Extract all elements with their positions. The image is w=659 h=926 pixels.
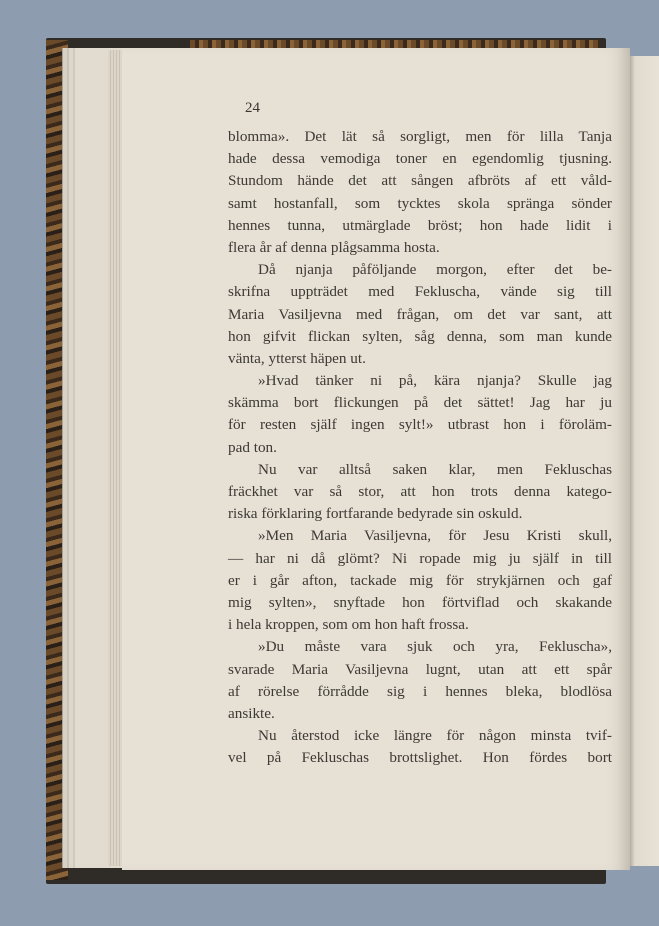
text-line: mig sylten», snyftade hon förtviflad och skakande [228,593,612,611]
facing-page [630,56,659,866]
text-line: Nu var alltså saken klar, men Fekluschas [258,460,612,478]
text-line: vänta, ytterst häpen ut. [228,349,366,367]
text-line: vel på Fekluschas brottslighet. Hon fördes bort [228,749,612,767]
text-line: hon gifvit flickan sylten, såg denna, som man kunde [228,327,612,345]
text-line: samt hostanfall, som tycktes skola spränga sönder [228,194,612,212]
text-line: »Du måste vara sjuk och yra, Fekluscha», [258,638,612,656]
text-line: ansikte. [228,704,275,722]
text-line: blomma». Det lät så sorgligt, men för lilla Tanja [228,128,612,145]
marbled-top-edge [190,40,600,48]
page-number: 24 [245,100,260,116]
text-line: af rörelse förrådde sig i hennes bleka, blodlösa [228,682,612,700]
text-line: »Men Maria Vasiljevna, för Jesu Kristi skull, [258,527,612,545]
text-line: svarade Maria Vasiljevna lugnt, utan att ett spår [228,660,612,678]
text-line: »Hvad tänker ni på, kära njanja? Skulle jag [258,372,612,390]
text-line: skrifna uppträdet med Fekluscha, vände sig till [228,283,612,301]
text-line: er i går afton, tackade mig för strykjärnen och gaf [228,571,612,589]
text-line: flera år af denna plågsamma hosta. [228,238,440,256]
text-line: Stundom hände det att sången afbröts af ett våld- [228,172,612,190]
text-line: hade dessa vemodiga toner en egendomlig tjusning. [228,150,612,168]
text-line: i hela kroppen, som om hon haft frossa. [228,616,469,634]
text-line: — har ni då glömt? Ni ropade mig ju själf in till [228,549,612,567]
text-line: skämma bort flickungen på det sättet! Jag har ju [228,394,612,412]
text-line: för resten själf ingen sylt!» utbrast hon i föroläm- [228,416,612,434]
text-line: Maria Vasiljevna med frågan, om det var sant, att [228,305,612,323]
text-line: pad ton. [228,438,277,456]
text-line: hennes tunna, utmärglade bröst; hon hade lidit i [228,216,612,234]
text-line: Då njanja påföljande morgon, efter det be- [258,261,612,279]
text-line: fräckhet var så stor, att hon trots denna katego- [228,483,612,500]
text-line: Nu återstod icke längre för någon minsta tvif- [258,727,612,745]
text-line: riska förklaring fortfarande bedyrade sin oskuld. [228,505,523,523]
body-text [228,126,612,769]
